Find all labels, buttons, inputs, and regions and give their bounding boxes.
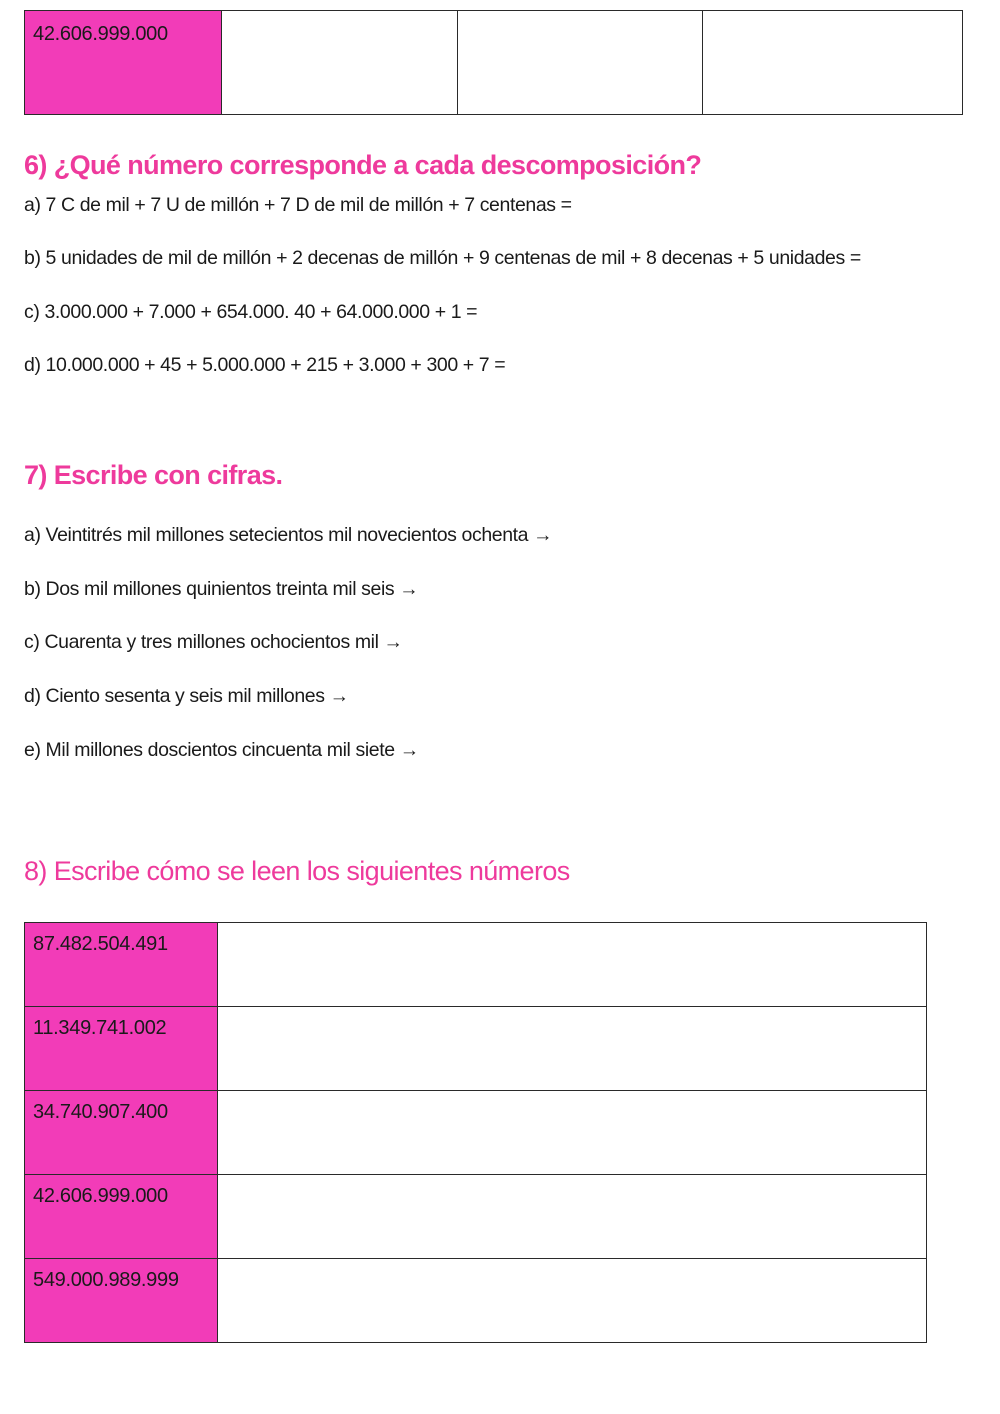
number-cell: 42.606.999.000 (25, 1175, 218, 1259)
answer-cell[interactable] (458, 11, 703, 115)
exercise-item: a) 7 C de mil + 7 U de millón + 7 D de mil de millón + 7 centenas = (24, 194, 572, 216)
exercise-item: e) Mil millones doscientos cincuenta mil siete → (24, 739, 419, 761)
number-cell: 34.740.907.400 (25, 1091, 218, 1175)
number-cell: 549.000.989.999 (25, 1259, 218, 1343)
section-6-heading: 6) ¿Qué número corresponde a cada descomposición? (24, 150, 702, 180)
exercise-item: c) Cuarenta y tres millones ochocientos mil → (24, 631, 403, 653)
answer-cell[interactable] (218, 923, 927, 1007)
number-cell: 42.606.999.000 (25, 11, 222, 115)
table-row (25, 1175, 927, 1259)
answer-cell[interactable] (703, 11, 963, 115)
answer-cell[interactable] (218, 1175, 927, 1259)
answer-cell[interactable] (222, 11, 458, 115)
table-row (25, 1007, 927, 1091)
table-row (25, 923, 927, 1007)
table-row (25, 11, 963, 115)
top-number-table (24, 10, 963, 115)
exercise-item: d) 10.000.000 + 45 + 5.000.000 + 215 + 3.000 + 300 + 7 = (24, 354, 506, 376)
answer-cell[interactable] (218, 1259, 927, 1343)
table-row (25, 1091, 927, 1175)
section-7-heading: 7) Escribe con cifras. (24, 460, 283, 490)
answer-cell[interactable] (218, 1091, 927, 1175)
number-cell: 11.349.741.002 (25, 1007, 218, 1091)
exercise-item: d) Ciento sesenta y seis mil millones → (24, 685, 349, 707)
exercise-item: b) 5 unidades de mil de millón + 2 decenas de millón + 9 centenas de mil + 8 decenas + 5 unidades = (24, 247, 861, 269)
exercise-item: c) 3.000.000 + 7.000 + 654.000. 40 + 64.000.000 + 1 = (24, 301, 478, 323)
table-row (25, 1259, 927, 1343)
number-cell: 87.482.504.491 (25, 923, 218, 1007)
reading-table (24, 922, 927, 1343)
section-8-heading: 8) Escribe cómo se leen los siguientes números (24, 856, 570, 886)
exercise-item: a) Veintitrés mil millones setecientos mil novecientos ochenta → (24, 524, 553, 546)
exercise-item: b) Dos mil millones quinientos treinta mil seis → (24, 578, 419, 600)
answer-cell[interactable] (218, 1007, 927, 1091)
